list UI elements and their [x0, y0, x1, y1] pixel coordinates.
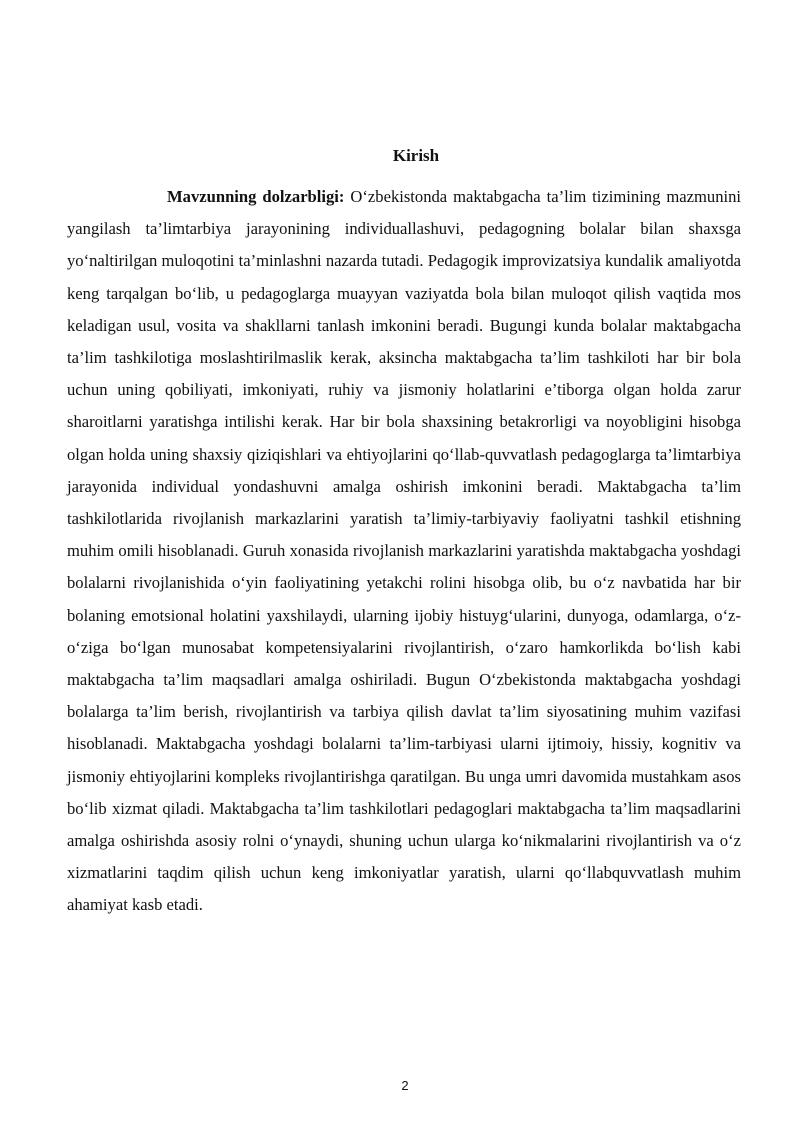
- paragraph-text: O‘zbekistonda maktabgacha ta’lim tizimining mazmunini yangilash ta’limtarbiya jarayonining individuallashuvi, pedagogning bolalar bilan shaxsga yo‘naltirilgan muloqotini ta’minlashni nazarda tutadi. Pedagogik improvizatsiya kundalik amaliyotda keng tarqalgan bo‘lib, u pedagoglarga muayyan vaziyatda bola bilan muloqot qilish vaqtida mos keladigan usul, vosita va shakllarni tanlash imkonini beradi. Bugungi kunda bolalar maktabgacha ta’lim tashkilotiga moslashtirilmaslik kerak, aksincha maktabgacha ta’lim tashkiloti har bir bola uchun uning qobiliyati, imkoniyati, ruhiy va jismoniy holatlarini e’tiborga olgan holda zarur sharoitlarni yaratishga intilishi kerak. Har bir bola shaxsining betakrorligi va noyobligini hisobga olgan holda uning shaxsiy qiziqishlari va ehtiyojlarini qo‘llab-quvvatlash pedagoglarga ta’limtarbiya jarayonida individual yondashuvni amalga oshirish imkonini beradi. Maktabgacha ta’lim tashkilotlarida rivojlanish markazlarini yaratish ta’limiy-tarbiyaviy faoliyatni tashkil etishning muhim omili hisoblanadi. Guruh xonasida rivojlanish markazlarini yaratishda maktabgacha yoshdagi bolalarni rivojlanishida o‘yin faoliyatining yetakchi rolini hisobga olib, bu o‘z navbatida har bir bolaning emotsional holatini yaxshilaydi, ularning ijobiy histuyg‘ularini, dunyoga, odamlarga, o‘z-o‘ziga bo‘lgan munosabat kompetensiyalarini rivojlantirish, o‘zaro hamkorlikda bo‘lish kabi maktabgacha ta’lim maqsadlari amalga oshiriladi. Bugun O‘zbekistonda maktabgacha yoshdagi bolalarga ta’lim berish, rivojlantirish va tarbiya qilish davlat ta’lim siyosatining muhim vazifasi hisoblanadi. Maktabgacha yoshdagi bolalarni ta’lim-tarbiyasi ularni ijtimoiy, hissiy, kognitiv va jismoniy ehtiyojlarini kompleks rivojlantirishga qaratilgan. Bu unga umri davomida mustahkam asos bo‘lib xizmat qiladi. Maktabgacha ta’lim tashkilotlari pedagoglari maktabgacha ta’lim maqsadlarini amalga oshirishda asosiy rolni o‘ynaydi, shuning uchun ularga ko‘nikmalarini rivojlantirish va o‘z xizmatlarini taqdim qilish uchun keng imkoniyatlar yaratish, ularni qo‘llabqu‌vvatlash muhim ahamiyat kasb etadi.: [67, 187, 742, 915]
- body-paragraph: [67, 181, 741, 922]
- lead-heading: Mavzunning dolzarbligi:: [167, 187, 345, 206]
- section-title: Kirish: [392, 146, 440, 165]
- page-number: 2: [401, 1078, 409, 1093]
